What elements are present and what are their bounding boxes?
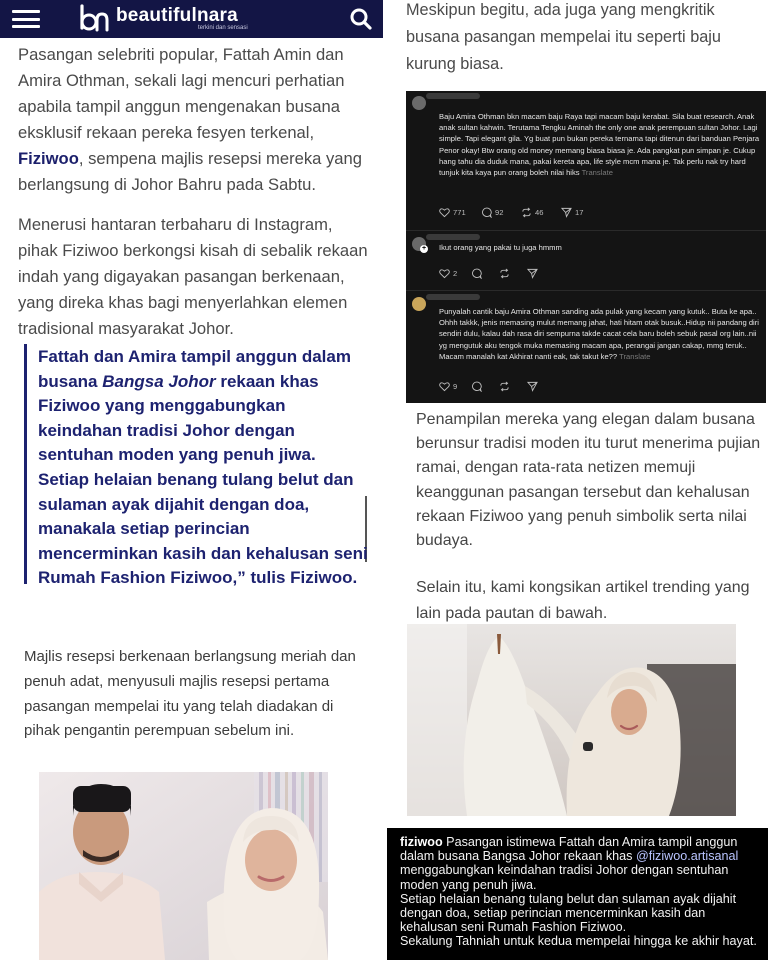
logo-mark-icon xyxy=(76,2,110,36)
send-icon xyxy=(527,268,538,279)
like-count: 9 xyxy=(453,382,458,391)
avatar xyxy=(412,96,426,110)
like-count: 2 xyxy=(453,269,458,278)
like-button[interactable] xyxy=(439,381,457,392)
heart-icon xyxy=(439,381,450,392)
caption-line-a: Pasangan istimewa Fattah dan Amira tampil anggun dalam busana Bangsa Johor rekaan khas xyxy=(400,835,738,864)
blurred-username xyxy=(426,234,480,240)
intro-text-a: Pasangan selebriti popular, Fattah Amin dan Amira Othman, sekali lagi mencuri perhatian apabila tampil anggun mengenakan busana eksklusif rekaan pereka fesyen terkenal, xyxy=(18,45,345,142)
couple-photo xyxy=(39,772,328,960)
heart-icon xyxy=(439,207,450,218)
reply-button[interactable] xyxy=(481,207,503,218)
brand-tagline: terkini dan sensasi xyxy=(198,25,248,31)
blurred-username xyxy=(426,294,480,300)
comment-actions xyxy=(439,268,639,280)
comment-actions xyxy=(439,207,639,219)
caption-line-c: Setiap helaian benang tulang belut dan sulaman ayak dijahit dengan doa, setiap perincian mencerminkan kasih dan kehalusan seni Rumah Fashion Fiziwoo. xyxy=(400,891,737,935)
repost-icon xyxy=(499,268,510,279)
intro-text-b: , sempena majlis resepsi mereka yang berlangsung di Johor Bahru pada Sabtu. xyxy=(18,149,362,194)
divider xyxy=(406,290,766,291)
repost-button[interactable] xyxy=(499,268,510,279)
comment-text: Punyalah cantik baju Amira Othman sanding ada pulak yang kecam yang kutuk.. Buta ke apa.. Ohhh takkk, jenis memasing mulut memang jahat, hati hitam otak busuk..Hidup nii pandang diri sendiri dulu, kalau dah rasa diri sempurna takde cacat cela baru boleh sebuk pasal org lain..nii yg mengutuk aku tengok muka memasing macam apa, perangai jangan cakap, mmg teruk.. Macam manalah kat Akhirat nanti eak, tak takut ke?? Translate xyxy=(439,307,759,361)
like-button[interactable] xyxy=(439,207,466,218)
translate-link[interactable]: Translate xyxy=(619,351,651,361)
share-button[interactable] xyxy=(561,207,583,218)
repost-button[interactable] xyxy=(521,207,543,218)
quote-text-a: Fattah dan Amira tampil anggun dalam busana xyxy=(38,347,351,391)
comment-item xyxy=(406,232,766,290)
follow-plus-icon[interactable]: + xyxy=(421,245,427,252)
quote-italic: Bangsa Johor xyxy=(102,371,216,391)
blockquote xyxy=(38,345,368,591)
repost-count: 46 xyxy=(535,208,544,217)
repost-icon xyxy=(521,207,532,218)
instagram-caption xyxy=(387,828,768,960)
article-paragraph-trending: Selain itu, kami kongsikan artikel trending yang lain pada pautan di bawah. xyxy=(416,579,750,622)
repost-button[interactable] xyxy=(499,381,510,392)
quote-text-b: rekaan khas Fiziwoo yang menggabungkan keindahan tradisi Johor dengan sentuhan moden yang penuh jiwa. Setiap helaian benang tulang belut dan sulaman ayak dijahit dengan doa, manakala setiap perincian mencerminkan kasih dan kehalusan seni Rumah Fashion Fiziwoo,” tulis Fiziwoo. xyxy=(38,371,368,588)
ig-handle[interactable]: fiziwoo xyxy=(400,835,443,849)
hamburger-menu-icon[interactable] xyxy=(12,10,40,28)
translate-link[interactable]: Translate xyxy=(581,168,613,178)
send-icon xyxy=(527,381,538,392)
comment-item xyxy=(406,292,766,403)
share-count: 17 xyxy=(575,208,584,217)
share-button[interactable] xyxy=(527,268,538,279)
comment-actions xyxy=(439,381,639,393)
share-button[interactable] xyxy=(527,381,538,392)
article-paragraph-instagram: Menerusi hantaran terbaharu di Instagram, pihak Fiziwoo berkongsi kisah di sebalik rekaan indah yang digayakan pasangan berkenaan, yang direka khas bagi menyerlahkan elemen tradisional masyarakat Johor. xyxy=(18,215,368,338)
fiziwoo-link[interactable]: Fiziwoo xyxy=(18,149,79,168)
comment-item xyxy=(406,91,766,231)
article-paragraph-praise: Penampilan mereka yang elegan dalam busana berunsur tradisi moden itu turut menerima pujian ramai, dengan rata-rata netizen memuji keanggunan pasangan tersebut dan kehalusan rekaan Fiziwoo yang penuh simbolik serta nilai budaya. xyxy=(416,411,761,550)
blurred-username xyxy=(426,93,480,99)
caption-line-b: menggabungkan keindahan tradisi Johor dengan sentuhan moden yang penuh jiwa. xyxy=(400,863,729,892)
avatar xyxy=(412,297,426,311)
caption-text xyxy=(400,835,762,949)
ig-mention[interactable]: @fiziwoo.artisanal xyxy=(635,849,739,864)
like-button[interactable] xyxy=(439,268,457,279)
send-icon xyxy=(561,207,572,218)
reply-bubble-icon xyxy=(481,207,492,218)
reply-button[interactable] xyxy=(471,268,482,279)
article-paragraph-intro xyxy=(18,42,373,198)
reply-bubble-icon xyxy=(471,268,482,279)
caption-line-d: Sekalung Tahniah untuk kedua mempelai hingga ke akhir hayat. xyxy=(400,934,757,949)
comment-text: Ikut orang yang pakai tu juga hmmm xyxy=(439,243,562,252)
blockquote-accent-bar xyxy=(24,344,27,584)
site-logo[interactable] xyxy=(76,0,276,38)
comment-text: Baju Amira Othman bkn macam baju Raya tapi macam baju kerabat. Sila buat research. Anak anak sultan kahwin. Terutama Tengku Aminah the only one anak perempuan sultan Johor. Lagi simple. Tapi elegant gila. Yg buat pun bukan pereka ternama tapi ditenun dari banduan Penjara Penor okay! Btw orang old money memang biasa biasa je. Ada pangkat pun simpan je. Cukup hang tahu dia duduk mana, pakai kereta apa, life style mcm mana je. Tak perlu nak try hard tunjuk kita kaya pun orang boleh nilai hiks Translate xyxy=(439,112,760,178)
article-paragraph-critique: Meskipun begitu, ada juga yang mengkritik busana pasangan mempelai itu seperti baju kurung biasa. xyxy=(406,1,721,73)
divider xyxy=(406,230,766,231)
search-icon[interactable] xyxy=(348,6,374,32)
comments-screenshot xyxy=(406,91,766,403)
like-count: 771 xyxy=(453,208,466,217)
brand-name: beautifulnara xyxy=(116,5,238,26)
reply-count: 92 xyxy=(495,208,504,217)
bride-veil-photo xyxy=(407,624,736,816)
reply-bubble-icon xyxy=(471,381,482,392)
site-header xyxy=(0,0,383,38)
heart-icon xyxy=(439,268,450,279)
article-paragraph-reception: Majlis resepsi berkenaan berlangsung meriah dan penuh adat, menyusuli majlis resepsi pertama pasangan mempelai itu yang telah diadakan di pihak pengantin perempuan sebelum ini. xyxy=(24,648,356,740)
repost-icon xyxy=(499,381,510,392)
reply-button[interactable] xyxy=(471,381,482,392)
